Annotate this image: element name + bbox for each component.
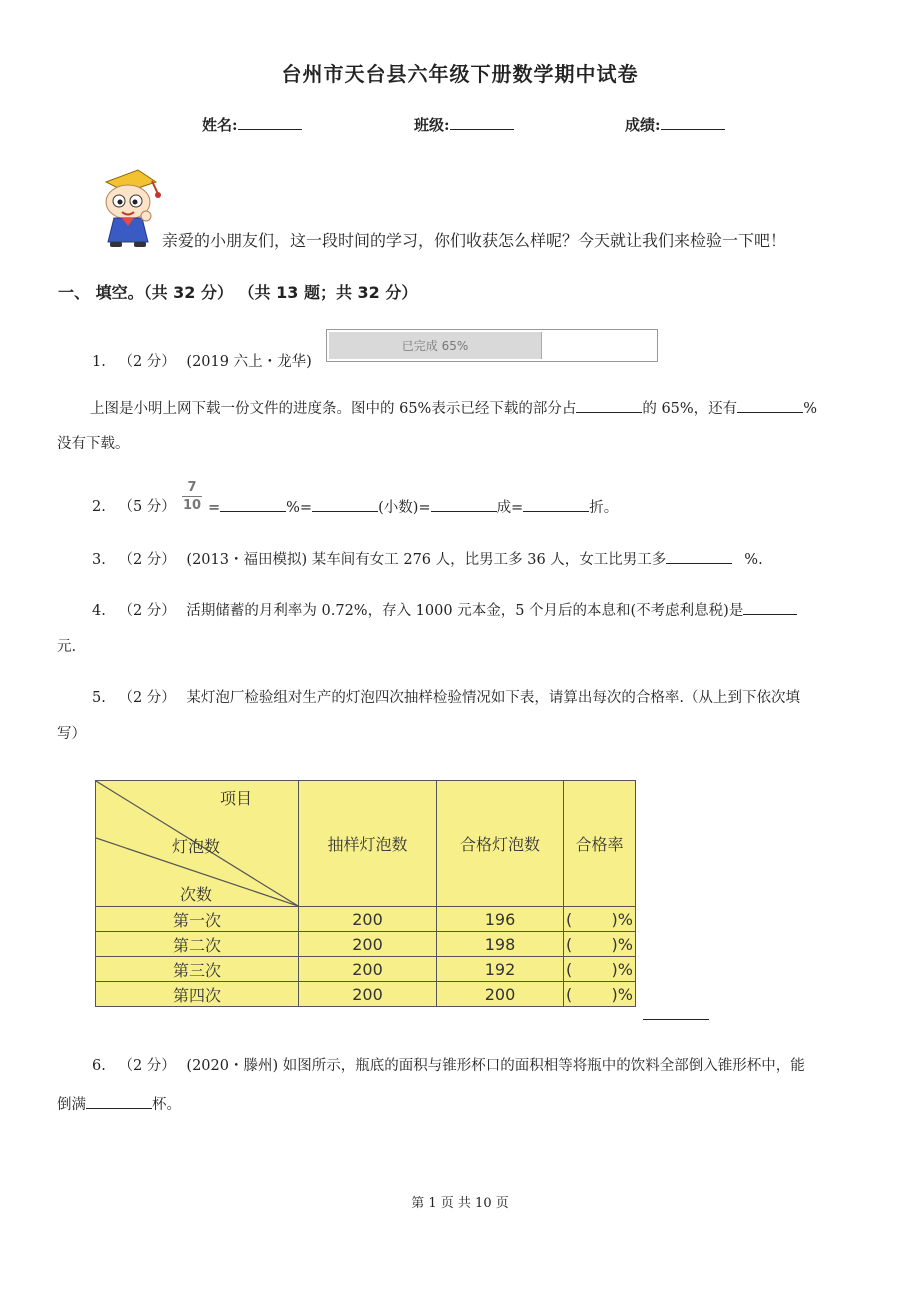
corner-mid-label: 灯泡数 — [172, 837, 221, 856]
q6-text-b: 杯。 — [152, 1097, 181, 1113]
q2-line — [208, 497, 618, 518]
q2-blank-4[interactable] — [523, 497, 589, 512]
q6-number: 6. — [92, 1058, 106, 1074]
greeting-text: 亲爱的小朋友们，这一段时间的学习，你们收获怎么样呢？今天就让我们来检验一下吧！ — [162, 231, 787, 250]
rate-cell[interactable]: ( )% — [564, 907, 636, 932]
q3-line — [92, 549, 763, 570]
q3-number: 3. — [92, 552, 106, 568]
q4-line — [92, 600, 797, 621]
q1-line1 — [90, 398, 817, 419]
q1-source: (2019 六上・龙华) — [186, 354, 312, 370]
progress-bar — [326, 329, 658, 362]
q3-text: (2013・福田模拟) 某车间有女工 276 人，比男工多 36 人，女工比男工多 — [186, 552, 667, 568]
progress-label: 已完成 65% — [401, 339, 469, 353]
table-row — [96, 907, 636, 932]
name-label: 姓名: — [202, 116, 238, 134]
table-row — [96, 932, 636, 957]
q3-tail: %. — [744, 552, 763, 568]
section-heading: 一、 填空。（共 32 分） （共 13 题；共 32 分） — [58, 283, 418, 302]
class-blank[interactable] — [450, 115, 514, 130]
q4-score: （2 分） — [118, 603, 176, 619]
q6-text-a: 倒满 — [57, 1097, 86, 1113]
row-label: 第一次 — [96, 907, 299, 932]
q3-blank[interactable] — [666, 549, 732, 564]
q3-score: （2 分） — [118, 552, 176, 568]
table-header: 合格灯泡数 — [437, 781, 564, 907]
q5-score: （2 分） — [118, 690, 176, 706]
q2-score: （5 分） — [118, 499, 176, 515]
qualified-cell: 196 — [437, 907, 564, 932]
q1-header — [92, 352, 312, 372]
sampled-cell: 200 — [299, 982, 437, 1007]
q4-blank[interactable] — [743, 600, 797, 615]
qualified-cell: 198 — [437, 932, 564, 957]
q4-number: 4. — [92, 603, 106, 619]
q2-text-3: 成= — [496, 500, 524, 516]
q5-line2: 写） — [57, 726, 86, 742]
q1-blank-2[interactable] — [737, 398, 803, 413]
q2-text-4: 折。 — [589, 500, 619, 516]
rate-cell[interactable]: ( )% — [564, 982, 636, 1007]
q2-header — [92, 497, 176, 517]
q1-blank-1[interactable] — [576, 398, 642, 413]
q2-text-2: (小数)= — [378, 500, 431, 516]
row-label: 第三次 — [96, 957, 299, 982]
q5-number: 5. — [92, 690, 106, 706]
table-header-row — [96, 781, 636, 907]
q2-blank-3[interactable] — [431, 497, 497, 512]
rate-cell[interactable]: ( )% — [564, 932, 636, 957]
class-field — [414, 114, 514, 135]
sampled-cell: 200 — [299, 957, 437, 982]
inspection-table — [95, 780, 636, 1007]
name-blank[interactable] — [238, 115, 302, 130]
q4-tail: 元. — [57, 639, 77, 655]
table-row — [96, 982, 636, 1007]
q4-text: 活期储蓄的月利率为 0.72%，存入 1000 元本金，5 个月后的本息和(不考虑利息税)是 — [186, 603, 744, 619]
q2-number: 2. — [92, 499, 106, 515]
score-label: 成绩: — [625, 116, 661, 134]
table-header: 合格率 — [564, 781, 636, 907]
q1-number: 1. — [92, 354, 106, 370]
q5-answer-blank[interactable] — [643, 1019, 709, 1020]
fraction-numerator: 7 — [187, 480, 197, 495]
score-blank[interactable] — [661, 115, 725, 130]
name-field — [202, 114, 302, 135]
page-footer: 第 1 页 共 10 页 — [411, 1196, 509, 1211]
q5-text: 某灯泡厂检验组对生产的灯泡四次抽样检验情况如下表，请算出每次的合格率.（从上到下依次填 — [186, 690, 801, 706]
row-label: 第二次 — [96, 932, 299, 957]
q1-score: （2 分） — [118, 354, 176, 370]
q5-line — [92, 688, 800, 708]
q1-text-c: % — [803, 401, 817, 417]
q6-text: (2020・滕州) 如图所示，瓶底的面积与锥形杯口的面积相等将瓶中的饮料全部倒入锥形杯中，能 — [186, 1058, 805, 1074]
fraction — [182, 480, 202, 513]
rate-cell[interactable]: ( )% — [564, 957, 636, 982]
q6-line — [92, 1056, 805, 1076]
q2-eq: = — [208, 500, 221, 516]
class-label: 班级: — [414, 116, 450, 134]
q1-text-b: 的 65%，还有 — [642, 401, 738, 417]
table-header: 抽样灯泡数 — [299, 781, 437, 907]
mascot-icon — [92, 166, 168, 250]
q1-text-a: 上图是小明上网下载一份文件的进度条。图中的 65%表示已经下载的部分占 — [90, 401, 577, 417]
q2-text-1: %= — [286, 500, 313, 516]
table-corner-cell — [96, 781, 299, 907]
table-row — [96, 957, 636, 982]
qualified-cell: 192 — [437, 957, 564, 982]
fraction-bar — [182, 496, 202, 497]
q6-line2 — [57, 1094, 181, 1115]
page-title: 台州市天台县六年级下册数学期中试卷 — [281, 62, 639, 86]
row-label: 第四次 — [96, 982, 299, 1007]
qualified-cell: 200 — [437, 982, 564, 1007]
corner-top-label: 项目 — [220, 789, 253, 808]
score-field — [625, 114, 725, 135]
q6-score: （2 分） — [118, 1058, 176, 1074]
fraction-denominator: 10 — [182, 498, 202, 513]
q6-blank[interactable] — [86, 1094, 152, 1109]
corner-bottom-label: 次数 — [180, 885, 213, 904]
sampled-cell: 200 — [299, 932, 437, 957]
q2-blank-1[interactable] — [220, 497, 286, 512]
sampled-cell: 200 — [299, 907, 437, 932]
q2-blank-2[interactable] — [312, 497, 378, 512]
q1-line2: 没有下载。 — [57, 436, 130, 452]
